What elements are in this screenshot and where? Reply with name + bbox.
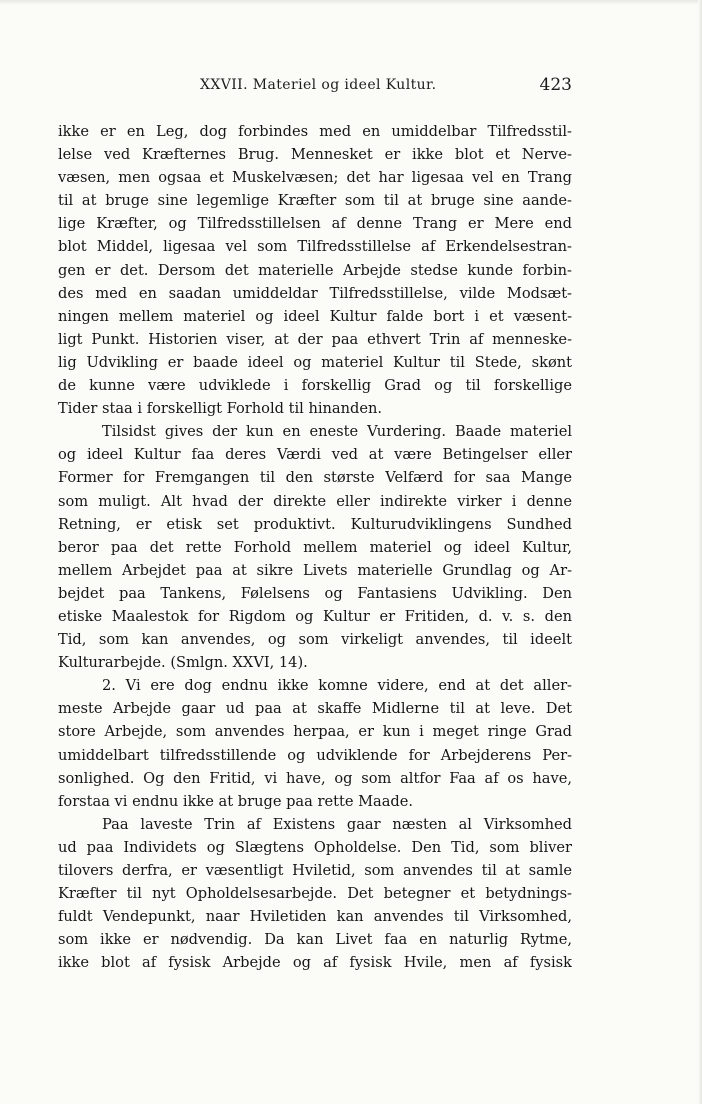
text-line: 2. Vi ere dog endnu ikke komne videre, end at det aller- [102,677,572,695]
text-line: ningen mellem materiel og ideel Kultur falde bort i et væsent- [58,307,572,325]
text-line: umiddelbart tilfredsstillende og udviklende for Arbejderens Per- [58,746,572,764]
text-line: til at bruge sine legemlige Kræfter som til at bruge sine aande- [58,192,572,210]
text-line: og ideel Kultur faa deres Værdi ved at være Betingelser eller [58,446,572,464]
text-line: de kunne være udviklede i forskellig Grad og til forskellige [58,377,572,395]
text-line: Tider staa i forskelligt Forhold til hinanden. [58,400,383,418]
text-line: ikke blot af fysisk Arbejde og af fysisk Hvile, men af fysisk [58,954,572,972]
text-line: des med en saadan umiddeldar Tilfredsstillelse, vilde Modsæt- [58,284,572,302]
page-number: 423 [539,75,572,95]
text-line: tilovers derfra, er væsentligt Hviletid, som anvendes til at samle [58,862,572,879]
text-line: sonlighed. Og den Fritid, vi have, og som altfor Faa af os have, [58,769,572,787]
text-line: Kræfter til nyt Opholdelsesarbejde. Det betegner et betydnings- [58,885,572,903]
text-line: ikke er en Leg, dog forbindes med en umiddelbar Tilfredsstil- [58,123,572,140]
text-line: bejdet paa Tankens, Følelsens og Fantasiens Udvikling. Den [58,584,572,602]
text-line: ligt Punkt. Historien viser, at der paa ethvert Trin af menneske- [58,330,572,348]
body-text [58,120,572,974]
text-line: Retning, er etisk set produktivt. Kulturudviklingens Sundhed [58,515,572,533]
text-line: Tilsidst gives der kun en eneste Vurdering. Baade materiel [102,423,572,441]
text-line: som ikke er nødvendig. Da kan Livet faa en naturlig Rytme, [58,931,572,949]
text-line: Former for Fremgangen til den største Velfærd for saa Mange [58,469,572,487]
text-line: store Arbejde, som anvendes herpaa, er kun i meget ringe Grad [58,723,572,741]
text-line: meste Arbejde gaar ud paa at skaffe Midlerne til at leve. Det [58,700,572,718]
scan-edge-top [0,0,702,5]
text-line: Tid, som kan anvendes, og som virkeligt anvendes, til ideelt [58,631,572,649]
text-line: beror paa det rette Forhold mellem materiel og ideel Kultur, [58,538,572,556]
running-title: XXVII. Materiel og ideel Kultur. [200,77,437,93]
text-line: lelse ved Kræfternes Brug. Mennesket er ikke blot et Nerve- [58,146,572,164]
text-line: blot Middel, ligesaa vel som Tilfredsstillelse af Erkendelsestran- [58,238,572,256]
text-line: Paa laveste Trin af Existens gaar næsten al Virksomhed [102,815,572,833]
text-line: lige Kræfter, og Tilfredsstillelsen af denne Trang er Mere end [58,215,572,233]
text-line: fuldt Vendepunkt, naar Hviletiden kan anvendes til Virksomhed, [58,908,572,926]
text-line: Kulturarbejde. (Smlgn. XXVI, 14). [58,654,308,672]
text-line: gen er det. Dersom det materielle Arbejde stedse kunde forbin- [58,261,572,279]
text-line: som muligt. Alt hvad der direkte eller indirekte virker i denne [58,492,572,510]
text-line: væsen, men ogsaa et Muskelvæsen; det har ligesaa vel en Trang [58,169,572,187]
text-line: mellem Arbejdet paa at sikre Livets materielle Grundlag og Ar- [58,561,572,579]
page-header [58,77,572,101]
text-line: lig Udvikling er baade ideel og materiel Kultur til Stede, skønt [58,353,572,371]
text-line: forstaa vi endnu ikke at bruge paa rette Maade. [58,792,414,810]
text-line: ud paa Individets og Slægtens Opholdelse. Den Tid, som bliver [58,838,572,856]
text-line: etiske Maalestok for Rigdom og Kultur er Fritiden, d. v. s. den [58,607,572,625]
scan-edge-right [698,0,702,1104]
